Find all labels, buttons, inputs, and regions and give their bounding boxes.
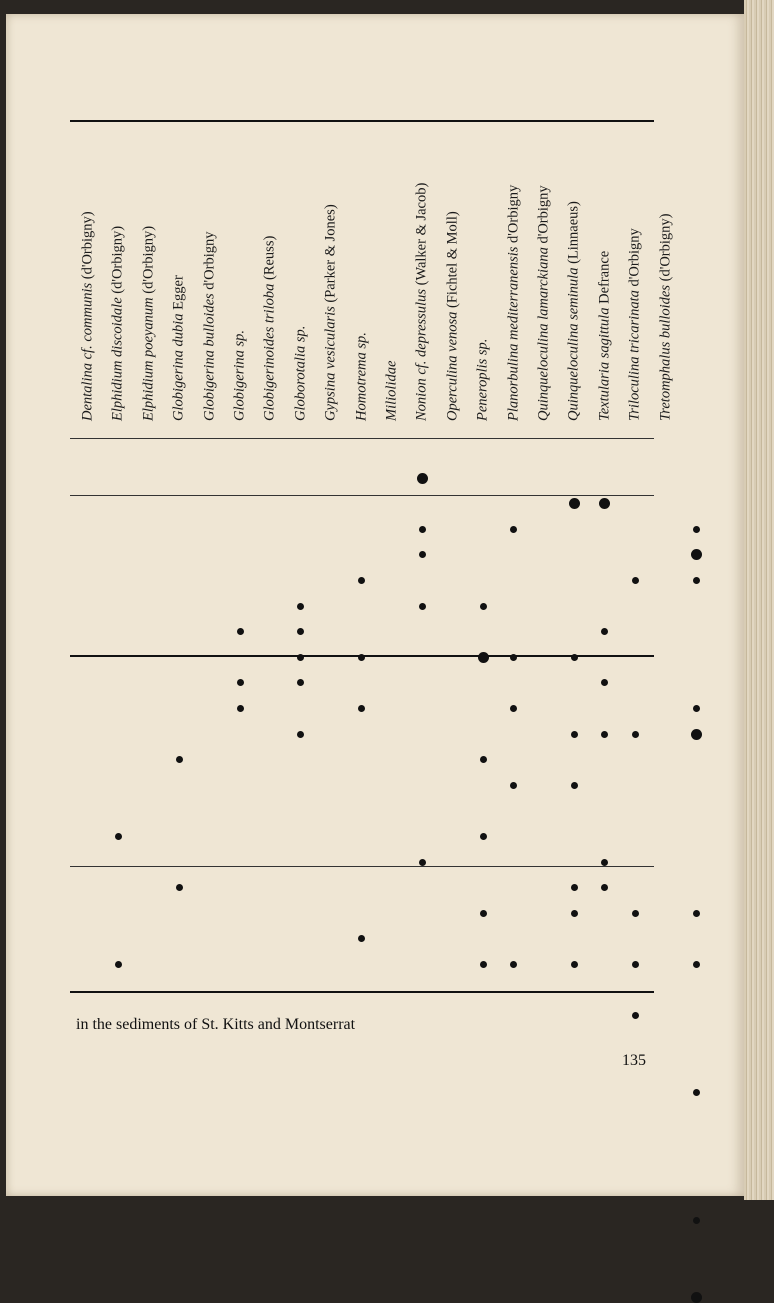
species-name: Textularia sagittula Defrance	[596, 250, 613, 421]
genus-name: Globigerina sp.	[231, 329, 248, 421]
occurrence-dot	[691, 1292, 702, 1303]
occurrence-dot	[480, 961, 487, 968]
occurrence-dot	[358, 577, 365, 584]
species-name: Nonion cf. depressulus (Walker & Jacob)	[413, 182, 430, 421]
species-header	[407, 140, 437, 438]
species-name: Tretomphalus bulloides (d'Orbigny)	[657, 213, 674, 421]
genus-name: Quinqueloculina lamarckiana	[535, 247, 552, 421]
occurrence-dot	[419, 603, 426, 610]
species-name	[232, 330, 249, 421]
species-name: Triloculina tricarinata d'Orbigny	[626, 228, 643, 421]
species-header	[347, 140, 377, 438]
occurrence-dot	[571, 782, 578, 789]
species-header	[316, 140, 346, 438]
species-header	[134, 140, 164, 438]
genus-name: Dentalina cf. communis	[79, 282, 96, 421]
occurrence-dot	[632, 577, 639, 584]
table-caption: in the sediments of St. Kitts and Montserrat	[76, 1016, 356, 1033]
occurrence-dot	[480, 756, 487, 763]
species-header	[438, 140, 468, 438]
occurrence-dot	[510, 961, 517, 968]
occurrence-dot	[691, 549, 702, 560]
genus-name: Triloculina tricarinata	[626, 290, 643, 421]
species-header	[164, 140, 194, 438]
occurrence-dot	[480, 603, 487, 610]
occurrence-dot	[569, 498, 580, 509]
page-edges	[744, 0, 774, 1200]
occurrence-dot	[115, 833, 122, 840]
occurrence-dot	[480, 910, 487, 917]
occurrence-dot	[632, 910, 639, 917]
occurrence-dot	[691, 729, 702, 740]
genus-name: Planorbulina mediterranensis	[505, 246, 522, 421]
species-name: Dentalina cf. communis (d'Orbigny)	[79, 211, 96, 421]
genus-name: Operculina venosa	[444, 311, 461, 421]
occurrence-dot	[571, 884, 578, 891]
occurrence-dot	[419, 526, 426, 533]
occurrence-dot	[237, 628, 244, 635]
species-header	[225, 140, 255, 438]
genus-name: Nonion cf. depressulus	[413, 289, 430, 421]
occurrence-dot	[571, 961, 578, 968]
occurrence-dot	[237, 679, 244, 686]
occurrence-dot	[297, 731, 304, 738]
species-header	[529, 140, 559, 438]
occurrence-dot	[693, 910, 700, 917]
species-name	[292, 326, 309, 421]
species-header	[286, 140, 316, 438]
occurrence-dot	[693, 961, 700, 968]
species-header	[559, 140, 589, 438]
species-header	[620, 140, 650, 438]
species-name: Elphidium poeyanum (d'Orbigny)	[140, 225, 157, 421]
genus-name: Gypsina vesicularis	[322, 306, 339, 421]
occurrence-dot	[510, 654, 517, 661]
species-header	[255, 140, 285, 438]
occurrence-dot	[176, 756, 183, 763]
species-header	[73, 140, 103, 438]
occurrence-dot	[237, 705, 244, 712]
occurrence-dot	[480, 833, 487, 840]
table-bottom-rule	[70, 991, 654, 993]
species-header	[651, 140, 681, 438]
genus-name: Miliolidae	[383, 360, 400, 421]
genus-name: Homotrema sp.	[353, 332, 370, 421]
occurrence-dot	[693, 577, 700, 584]
occurrence-dot	[601, 859, 608, 866]
occurrence-dot	[571, 731, 578, 738]
occurrence-dot	[693, 526, 700, 533]
genus-name: Globigerina dubia	[170, 313, 187, 421]
occurrence-dot	[176, 884, 183, 891]
page-number: 135	[622, 1052, 646, 1069]
occurrence-dot	[478, 652, 489, 663]
species-name	[384, 361, 401, 421]
species-name: Operculina venosa (Fichtel & Moll)	[444, 211, 461, 421]
species-header	[499, 140, 529, 438]
genus-name: Globorotalia sp.	[292, 325, 309, 421]
genus-name: Elphidium poeyanum	[140, 297, 157, 421]
occurrence-dot	[510, 705, 517, 712]
header-rule	[70, 438, 654, 439]
occurrence-dot	[297, 603, 304, 610]
genus-name: Peneroplis sp.	[474, 338, 491, 421]
species-name	[475, 339, 492, 421]
group-rule-1	[70, 495, 654, 496]
genus-name: Elphidium discoidale	[109, 297, 126, 421]
species-name: Gypsina vesicularis (Parker & Jones)	[322, 204, 339, 421]
table-top-rule	[70, 120, 654, 122]
occurrence-dot	[693, 1217, 700, 1224]
occurrence-dot	[632, 961, 639, 968]
occurrence-dot	[571, 910, 578, 917]
species-header	[195, 140, 225, 438]
occurrence-dot	[358, 705, 365, 712]
species-name: Globigerina bulloides d'Orbigny	[201, 231, 218, 421]
occurrence-dot	[601, 731, 608, 738]
genus-name: Globigerina bulloides	[201, 293, 218, 421]
species-name: Quinqueloculina seminula (Linnaeus)	[565, 201, 582, 421]
occurrence-dot	[417, 473, 428, 484]
occurrence-dot	[358, 654, 365, 661]
occurrence-dot	[632, 731, 639, 738]
occurrence-dot	[297, 654, 304, 661]
genus-name: Tretomphalus bulloides	[657, 284, 674, 421]
species-header	[468, 140, 498, 438]
genus-name: Globigerinoides triloba	[261, 283, 278, 421]
group-rule-3	[70, 866, 654, 867]
species-name: Globigerinoides triloba (Reuss)	[261, 235, 278, 421]
occurrence-dot	[693, 1089, 700, 1096]
species-header	[377, 140, 407, 438]
occurrence-dot	[419, 859, 426, 866]
occurrence-dot	[693, 705, 700, 712]
species-name	[353, 332, 370, 421]
species-name: Elphidium discoidale (d'Orbigny)	[109, 225, 126, 421]
occurrence-dot	[115, 961, 122, 968]
species-name: Planorbulina mediterranensis d'Orbigny	[505, 184, 522, 421]
occurrence-dot	[632, 1012, 639, 1019]
species-name: Globigerina dubia Egger	[170, 275, 187, 421]
species-header	[590, 140, 620, 438]
species-name: Quinqueloculina lamarckiana d'Orbigny	[535, 185, 552, 421]
species-header	[103, 140, 133, 438]
genus-name: Textularia sagittula	[596, 307, 613, 421]
occurrence-dot	[510, 782, 517, 789]
occurrence-dot	[510, 526, 517, 533]
genus-name: Quinqueloculina seminula	[565, 267, 582, 421]
occurrence-dot	[571, 654, 578, 661]
